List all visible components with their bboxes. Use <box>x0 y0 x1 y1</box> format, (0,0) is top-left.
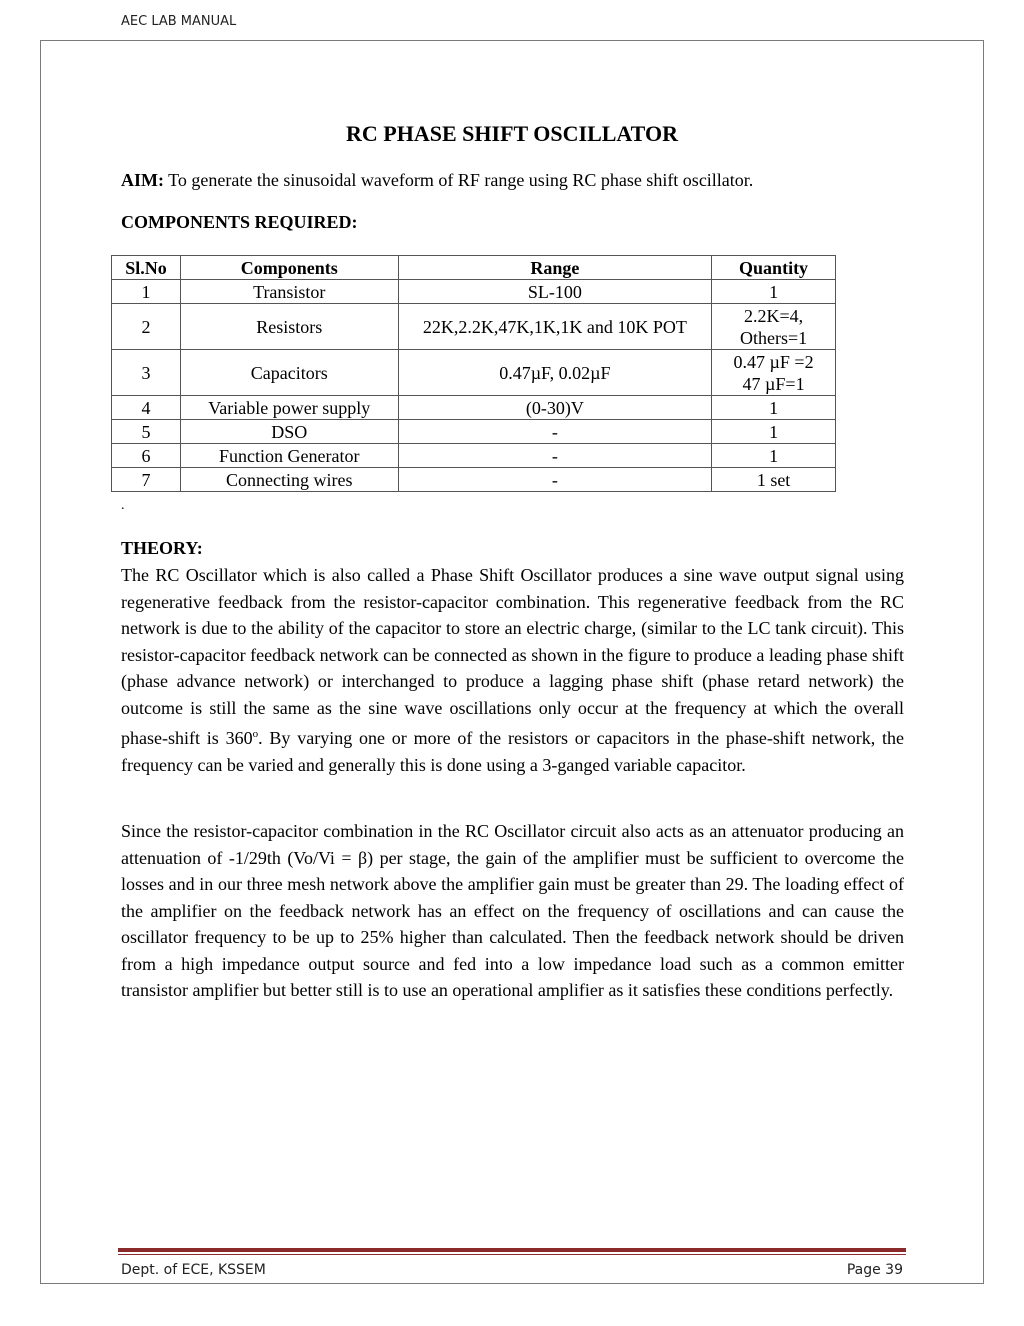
aim-statement <box>121 170 753 191</box>
cell-range: - <box>398 420 712 444</box>
table-row <box>112 280 836 304</box>
table-header-row <box>112 256 836 280</box>
running-header: AEC LAB MANUAL <box>121 14 237 29</box>
cell-quantity: 1 set <box>712 468 836 492</box>
table-row <box>112 444 836 468</box>
cell-slno: 4 <box>112 396 181 420</box>
cell-range: - <box>398 444 712 468</box>
aim-text: To generate the sinusoidal waveform of RF range using RC phase shift oscillator. <box>164 170 754 190</box>
cell-range: 22K,2.2K,47K,1K,1K and 10K POT <box>398 304 712 350</box>
theory-paragraph-1-text: The RC Oscillator which is also called a Phase Shift Oscillator produces a sine wave output signal using regenerative feedback from the resistor-capacitor combination. This regenerative feedback from the RC network is due to the ability of the capacitor to store an electric charge, (similar to the LC tank circuit). This resistor-capacitor feedback network can be connected as shown in the figure to produce a leading phase shift (phase advance network) or interchanged to produce a lagging phase shift (phase retard network) the outcome is still the same as the sine wave oscillations only occur at the frequency at which the overall phase-shift is 360 <box>121 565 904 748</box>
quantity-line: Others=1 <box>739 327 808 348</box>
cell-range: SL-100 <box>398 280 712 304</box>
theory-paragraph-2: Since the resistor-capacitor combination in the RC Oscillator circuit also acts as an attenuator producing an attenuation of -1/29th (Vo/Vi = β) per stage, the gain of the amplifier must be sufficient to overcome the losses and in our three mesh network above the amplifier gain must be greater than 29. The loading effect of the amplifier on the feedback network has an effect on the frequency of oscillations and can cause the oscillator frequency to be up to 25% higher than calculated. Then the feedback network should be driven from a high impedance output source and fed into a low impedance load such as a common emitter transistor amplifier but better still is to use an operational amplifier as it satisfies these conditions perfectly. <box>121 821 904 1000</box>
footer-rule-thin <box>118 1254 906 1255</box>
stray-period: . <box>121 498 125 513</box>
cell-quantity: 1 <box>712 420 836 444</box>
quantity-line: 47 µF=1 <box>742 373 805 394</box>
cell-component: Connecting wires <box>180 468 398 492</box>
column-header-quantity: Quantity <box>712 256 836 280</box>
page-title: RC PHASE SHIFT OSCILLATOR <box>346 121 678 146</box>
cell-component: Variable power supply <box>180 396 398 420</box>
cell-quantity: 1 <box>712 280 836 304</box>
cell-range: (0-30)V <box>398 396 712 420</box>
column-header-components: Components <box>180 256 398 280</box>
quantity-line: 2.2K=4, <box>743 305 804 326</box>
theory-paragraph-1-text-cont: . By varying one or more of the resistors or capacitors in the phase-shift network, the frequency can be varied and generally this is done using a 3-ganged variable capacitor. <box>121 728 904 775</box>
cell-component: Resistors <box>180 304 398 350</box>
column-header-range: Range <box>398 256 712 280</box>
cell-quantity: 1 <box>712 444 836 468</box>
footer-rule <box>118 1248 906 1252</box>
cell-component: Function Generator <box>180 444 398 468</box>
components-table <box>111 255 836 492</box>
cell-component: Transistor <box>180 280 398 304</box>
cell-component: DSO <box>180 420 398 444</box>
quantity-line: 0.47 µF =2 <box>733 351 814 372</box>
cell-quantity <box>712 350 836 396</box>
column-header-slno: Sl.No <box>112 256 181 280</box>
theory-heading: THEORY: <box>121 538 203 558</box>
cell-slno: 7 <box>112 468 181 492</box>
page-number: Page 39 <box>846 1262 903 1278</box>
theory-paragraph-1 <box>121 562 904 778</box>
table-row <box>112 468 836 492</box>
cell-range: 0.47µF, 0.02µF <box>398 350 712 396</box>
cell-slno: 6 <box>112 444 181 468</box>
table-row <box>112 304 836 350</box>
cell-quantity: 1 <box>712 396 836 420</box>
cell-range: - <box>398 468 712 492</box>
cell-quantity <box>712 304 836 350</box>
footer-department: Dept. of ECE, KSSEM <box>121 1262 266 1278</box>
table-row <box>112 396 836 420</box>
cell-slno: 5 <box>112 420 181 444</box>
table-row <box>112 350 836 396</box>
cell-slno: 2 <box>112 304 181 350</box>
cell-component: Capacitors <box>180 350 398 396</box>
degree-superscript: o <box>252 728 259 740</box>
aim-label: AIM: <box>121 170 164 190</box>
table-row <box>112 420 836 444</box>
components-heading: COMPONENTS REQUIRED: <box>121 212 358 232</box>
cell-slno: 1 <box>112 280 181 304</box>
cell-slno: 3 <box>112 350 181 396</box>
